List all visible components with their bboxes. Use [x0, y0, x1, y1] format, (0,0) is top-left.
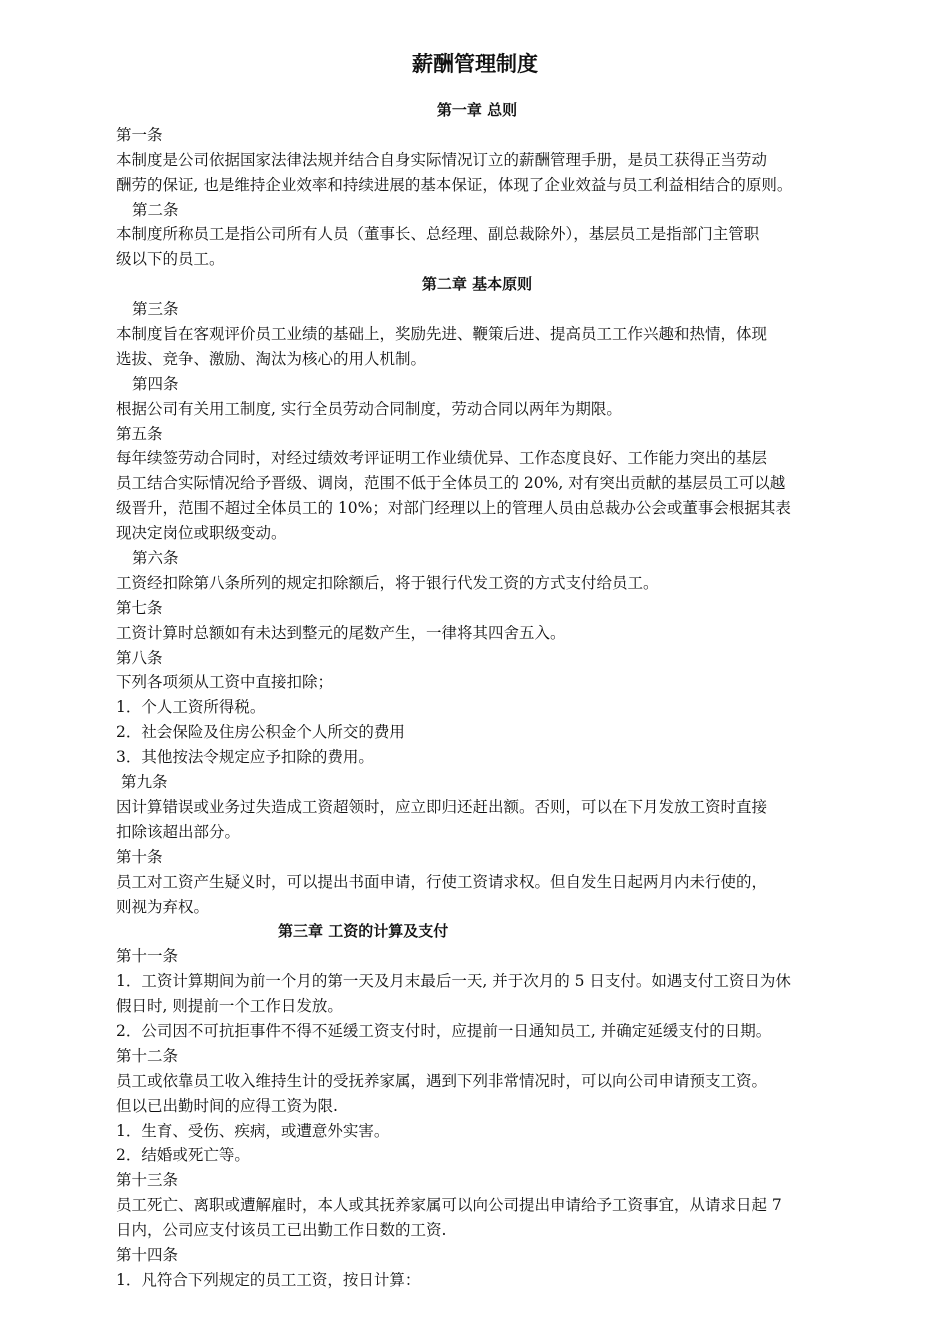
list-item: 1．生育、受伤、疾病，或遭意外实害。	[116, 1121, 390, 1140]
list-item: 3．其他按法令规定应予扣除的费用。	[116, 748, 374, 767]
paragraph-line: 员工对工资产生疑义时，可以提出书面申请，行使工资请求权。但自发生日起两月内未行使的，	[116, 872, 768, 891]
paragraph-line: 本制度旨在客观评价员工业绩的基础上，奖励先进、鞭策后进、提高员工工作兴趣和热情，体现	[116, 325, 768, 344]
article-heading: 第三条	[132, 300, 179, 319]
paragraph-line: 级晋升，范围不超过全体员工的 10%；对部门经理以上的管理人员由总裁办公会或董事会根据其表	[116, 499, 791, 518]
article-heading: 第八条	[116, 648, 163, 667]
paragraph-line: 员工死亡、离职或遭解雇时，本人或其抚养家属可以向公司提出申请给予工资事宜，从请求日起 7	[116, 1196, 782, 1215]
article-heading: 第十三条	[116, 1171, 179, 1190]
article-heading: 第十一条	[116, 947, 179, 966]
paragraph-line: 级以下的员工。	[116, 250, 225, 269]
article-heading: 第六条	[132, 549, 179, 568]
chapter-heading: 第二章 基本原则	[421, 275, 533, 294]
paragraph-line: 员工或依靠员工收入维持生计的受抚养家属，遇到下列非常情况时，可以向公司申请预支工资。	[116, 1071, 768, 1090]
article-heading: 第五条	[116, 424, 163, 443]
paragraph-line: 工资经扣除第八条所列的规定扣除额后，将于银行代发工资的方式支付给员工。	[116, 573, 659, 592]
paragraph-line: 酬劳的保证, 也是维持企业效率和持续进展的基本保证，体现了企业效益与员工利益相结合的原则。	[116, 175, 793, 194]
document-body	[116, 98, 838, 1293]
paragraph-line: 员工结合实际情况给予晋级、调岗，范围不低于全体员工的 20%, 对有突出贡献的基层员工可以越	[116, 474, 786, 493]
paragraph-line: 下列各项须从工资中直接扣除；	[116, 673, 334, 692]
article-heading: 第九条	[121, 773, 168, 792]
paragraph-line: 本制度是公司依据国家法律法规并结合自身实际情况订立的薪酬管理手册，是员工获得正当劳动	[116, 150, 768, 169]
paragraph-line: 本制度所称员工是指公司所有人员（董事长、总经理、副总裁除外），基层员工是指部门主管职	[116, 225, 760, 244]
paragraph-line: 但以已出勤时间的应得工资为限.	[116, 1096, 338, 1115]
paragraph-line: 则视为弃权。	[116, 897, 210, 916]
paragraph-line: 现决定岗位或职级变动。	[116, 524, 287, 543]
article-heading: 第一条	[116, 125, 163, 144]
article-heading: 第十二条	[116, 1046, 179, 1065]
paragraph-line: 根据公司有关用工制度, 实行全员劳动合同制度，劳动合同以两年为期限。	[116, 399, 622, 418]
list-item: 1．个人工资所得税。	[116, 698, 266, 717]
list-item: 1．工资计算期间为前一个月的第一天及月末最后一天, 并于次月的 5 日支付。如遇支付工资日为休	[116, 972, 791, 991]
list-item: 1．凡符合下列规定的员工工资，按日计算：	[116, 1270, 421, 1289]
article-heading: 第十条	[116, 847, 163, 866]
article-heading: 第二条	[132, 200, 179, 219]
paragraph-line: 因计算错误或业务过失造成工资超领时，应立即归还赶出额。否则，可以在下月发放工资时直接	[116, 797, 768, 816]
paragraph-line: 日内，公司应支付该员工已出勤工作日数的工资.	[116, 1221, 447, 1240]
list-item: 2．公司因不可抗拒事件不得不延缓工资支付时，应提前一日通知员工, 并确定延缓支付的日期。	[116, 1021, 772, 1040]
paragraph-line: 假日时, 则提前一个工作日发放。	[116, 997, 343, 1016]
document-title: 薪酬管理制度	[412, 52, 538, 76]
paragraph-line: 选拔、竞争、激励、淘汰为核心的用人机制。	[116, 349, 427, 368]
paragraph-line: 每年续签劳动合同时，对经过绩效考评证明工作业绩优异、工作态度良好、工作能力突出的基层	[116, 449, 768, 468]
list-item: 2．结婚或死亡等。	[116, 1146, 250, 1165]
chapter-heading: 第一章 总则	[436, 101, 518, 119]
paragraph-line: 工资计算时总额如有未达到整元的尾数产生，一律将其四舍五入。	[116, 623, 566, 642]
list-item: 2．社会保险及住房公积金个人所交的费用	[116, 723, 405, 742]
chapter-heading: 第三章 工资的计算及支付	[278, 922, 449, 941]
paragraph-line: 扣除该超出部分。	[116, 822, 241, 841]
article-heading: 第七条	[116, 598, 163, 617]
article-heading: 第四条	[132, 374, 179, 393]
article-heading: 第十四条	[116, 1245, 179, 1264]
